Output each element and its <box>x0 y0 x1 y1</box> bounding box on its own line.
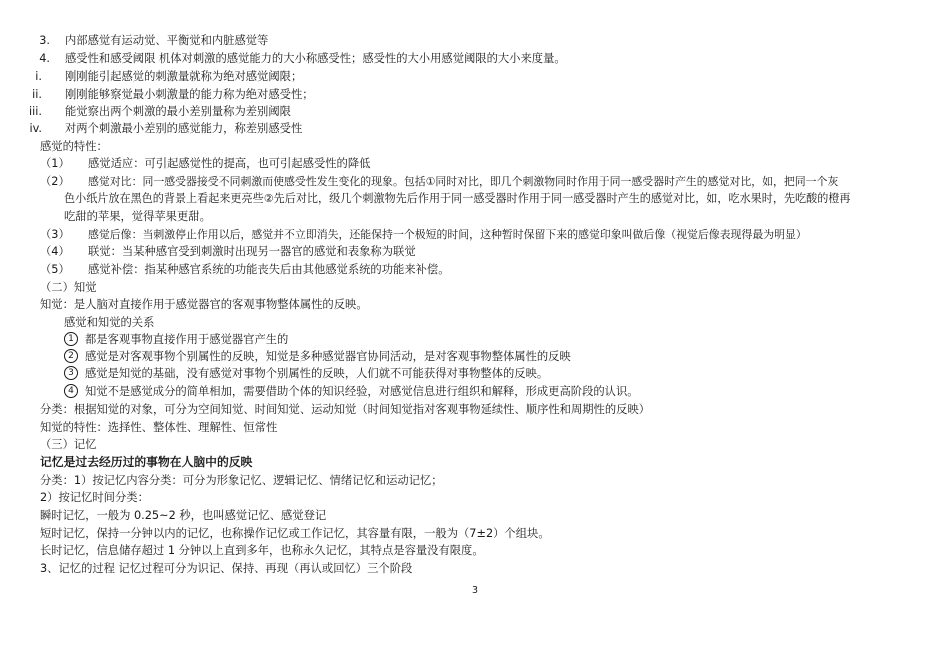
item-marker: （3） <box>40 228 70 241</box>
section-heading: 感觉的特性： <box>40 140 108 153</box>
list-item: 知觉不是感觉成分的简单相加，需要借助个体的知识经验，对感觉信息进行组织和解释，形成更高阶段的认识。 <box>85 385 639 398</box>
item-marker: （2） <box>40 175 70 188</box>
list-item: 对两个刺激最小差别的感觉能力，称差别感受性 <box>65 122 303 135</box>
paragraph: 短时记忆，保持一分钟以内的记忆，也称操作记忆或工作记忆，其容量有限，一般为（7±2）个组块。 <box>40 527 550 540</box>
list-marker: 4. <box>39 52 50 65</box>
list-item: 感觉补偿：指某种感官系统的功能丧失后由其他感觉系统的功能来补偿。 <box>88 263 450 276</box>
list-item-continued: 色小纸片放在黑色的背景上看起来更亮些②先后对比，级几个刺激物先后作用于同一感受器时作用于同一感受器时产生的感觉对比，如，吃水果时，先吃酸的橙再 <box>64 192 851 205</box>
list-item: 感觉适应：可引起感觉性的提高，也可引起感受性的降低 <box>88 157 371 170</box>
bold-definition: 记忆是过去经历过的事物在人脑中的反映 <box>40 455 253 469</box>
circled-number: 4 <box>64 384 78 398</box>
roman-marker: iii. <box>28 105 42 118</box>
page-number: 3 <box>472 585 479 596</box>
definition: 知觉：是人脑对直接作用于感觉器官的客观事物整体属性的反映。 <box>40 298 368 311</box>
paragraph: 3、记忆的过程 记忆过程可分为识记、保持、再现（再认或回忆）三个阶段 <box>40 562 413 575</box>
item-marker: （4） <box>40 245 70 258</box>
paragraph: 长时记忆，信息储存超过 1 分钟以上直到多年，也称永久记忆，其特点是容量没有限度。 <box>40 544 484 557</box>
list-item: 感受性和感受阈限 机体对刺激的感觉能力的大小称感受性；感受性的大小用感觉阈限的大小来度量。 <box>65 52 566 65</box>
roman-marker: i. <box>35 70 42 83</box>
item-marker: （1） <box>40 157 70 170</box>
list-item: 刚刚能够察觉最小刺激量的能力称为绝对感受性； <box>65 88 314 101</box>
section-heading: （二）知觉 <box>40 281 97 294</box>
list-item: 联觉：当某种感官受到刺激时出现另一器官的感觉和表象称为联觉 <box>88 245 416 258</box>
section-heading: （三）记忆 <box>40 438 97 451</box>
paragraph: 瞬时记忆，一般为 0.25~2 秒，也叫感觉记忆、感觉登记 <box>40 509 327 522</box>
list-item-continued: 吃甜的苹果，觉得苹果更甜。 <box>64 210 211 223</box>
paragraph: 分类：1）按记忆内容分类：可分为形象记忆、逻辑记忆、情绪记忆和运动记忆； <box>40 474 443 487</box>
roman-marker: iv. <box>29 122 42 135</box>
list-item: 刚刚能引起感觉的刺激量就称为绝对感觉阈限； <box>65 70 303 83</box>
list-marker: 3. <box>39 34 50 47</box>
list-item: 感觉是知觉的基础，没有感觉对事物个别属性的反映，人们就不可能获得对事物整体的反映。 <box>85 367 549 380</box>
paragraph: 2）按记忆时间分类： <box>40 491 149 504</box>
subheading: 感觉和知觉的关系 <box>64 316 155 329</box>
circled-number: 3 <box>64 366 78 380</box>
list-item: 感觉对比：同一感受器接受不同刺激而使感受性发生变化的现象。包括①同时对比，即几个刺激物同时作用于同一感受器时产生的感觉对比，如，把同一个灰 <box>88 175 839 188</box>
item-marker: （5） <box>40 263 70 276</box>
paragraph: 分类：根据知觉的对象，可分为空间知觉、时间知觉、运动知觉（时间知觉指对客观事物延续性、顺序性和周期性的反映） <box>40 403 651 416</box>
list-item: 感觉后像：当刺激停止作用以后，感觉并不立即消失，还能保持一个极短的时间，这种暂时保留下来的感觉印象叫做后像（视觉后像表现得最为明显） <box>88 228 807 241</box>
circled-number: 1 <box>64 332 78 346</box>
list-item: 感觉是对客观事物个别属性的反映，知觉是多种感觉器官协同活动，是对客观事物整体属性的反映 <box>85 350 571 363</box>
list-item: 内部感觉有运动觉、平衡觉和内脏感觉等 <box>65 34 269 47</box>
roman-marker: ii. <box>32 88 42 101</box>
circled-number: 2 <box>64 349 78 363</box>
list-item: 都是客观事物直接作用于感觉器官产生的 <box>85 333 289 346</box>
list-item: 能觉察出两个刺激的最小差别量称为差别阈限 <box>65 105 291 118</box>
paragraph: 知觉的特性：选择性、整体性、理解性、恒常性 <box>40 421 278 434</box>
